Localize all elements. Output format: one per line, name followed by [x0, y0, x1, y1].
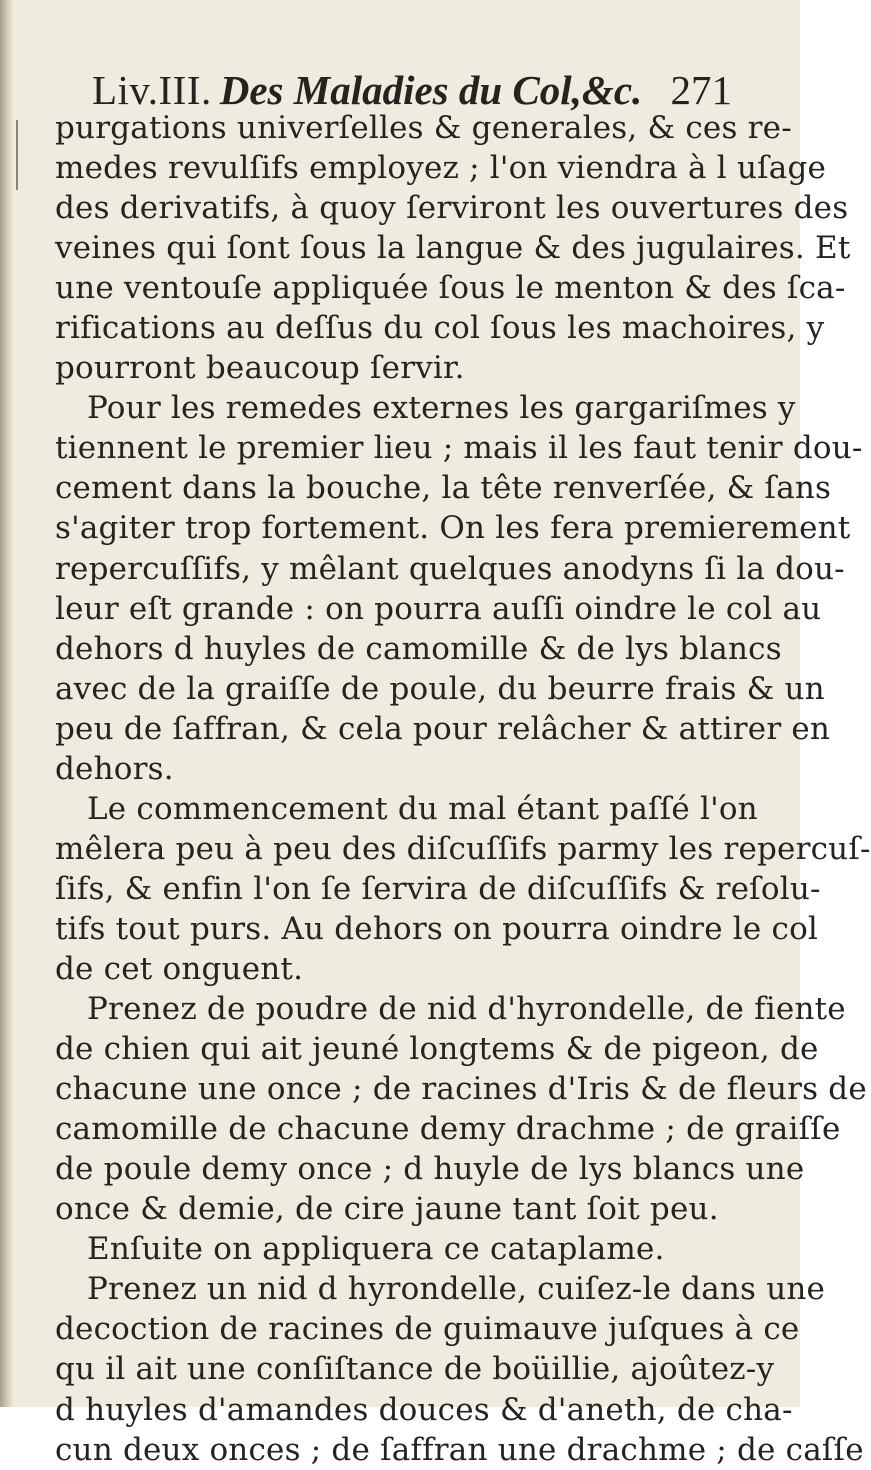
text-line: medes revulſifs employez ; l'on viendra à l uſage [55, 150, 827, 187]
text-line: camomille de chacune demy drachme ; de graiſſe [55, 1111, 841, 1148]
text-line: dehors. [55, 750, 174, 787]
text-line: dehors d huyles de camomille & de lys blancs [55, 630, 782, 667]
text-line: qu il ait une conſiſtance de boüillie, ajoûtez-y [55, 1351, 775, 1388]
text-line: tiennent le premier lieu ; mais il les faut tenir dou- [55, 430, 863, 467]
paragraph-start-line: Pour les remedes externes les gargariſmes y [87, 390, 796, 427]
text-line: s'agiter trop fortement. On les fera premierement [55, 510, 851, 547]
text-line: ſifs, & enfin l'on ſe ſervira de diſcuſſifs & reſolu- [55, 870, 821, 907]
text-line: d huyles d'amandes douces & d'aneth, de cha- [55, 1391, 793, 1428]
text-line: purgations univerſelles & generales, & ces re- [55, 110, 792, 146]
running-title: Des Maladies du Col,&c. [219, 67, 643, 113]
text-line: de chien qui ait jeuné longtems & de pigeon, de [55, 1031, 819, 1068]
text-line: mêlera peu à peu des diſcuſſifs parmy les repercuſ- [55, 830, 871, 867]
binding-mark [16, 120, 18, 190]
paragraph-start-line: Le commencement du mal étant paſſé l'on [87, 790, 758, 827]
text-line: de poule demy once ; d huyle de lys blancs une [55, 1151, 805, 1188]
paragraph-start-line: Prenez de poudre de nid d'hyrondelle, de fiente [87, 991, 846, 1028]
text-line: pourront beaucoup ſervir. [55, 350, 465, 387]
text-line: de cet onguent. [55, 950, 304, 987]
text-line: cun deux onces ; de ſaffran une drachme ; de caſſe [55, 1431, 864, 1468]
text-line: cement dans la bouche, la tête renverſée, & ſans [55, 470, 832, 507]
text-line: chacune une once ; de racines d'Iris & de fleurs de [55, 1071, 867, 1108]
paragraph-start-line: Enſuite on appliquera ce cataplame. [87, 1231, 665, 1268]
page-body-text [55, 108, 871, 1470]
text-line: repercuſſifs, y mêlant quelques anodyns ſi la dou- [55, 550, 845, 587]
binding-shadow [0, 0, 14, 1407]
text-line: des derivatifs, à quoy ſerviront les ouvertures des [55, 190, 849, 227]
text-line: tifs tout purs. Au dehors on pourra oindre le col [55, 910, 819, 947]
paragraph-start-line: Prenez un nid d hyrondelle, cuiſez-le dans une [87, 1271, 826, 1308]
text-line: once & demie, de cire jaune tant ſoit peu. [55, 1191, 719, 1228]
text-line: une ventouſe appliquée ſous le menton & des ſca- [55, 270, 846, 307]
text-line: decoction de racines de guimauve juſques à ce [55, 1311, 800, 1348]
text-line: peu de ſaffran, & cela pour relâcher & attirer en [55, 710, 831, 747]
text-line: rifications au deſſus du col ſous les machoires, y [55, 310, 825, 347]
book-number: Liv.III. [92, 67, 212, 113]
page-number: 271 [670, 67, 732, 113]
text-line: veines qui ſont ſous la langue & des jugulaires. Et [55, 230, 851, 267]
text-line: avec de la graiſſe de poule, du beurre frais & un [55, 670, 825, 707]
text-line: leur eſt grande : on pourra auſſi oindre le col au [55, 590, 822, 627]
